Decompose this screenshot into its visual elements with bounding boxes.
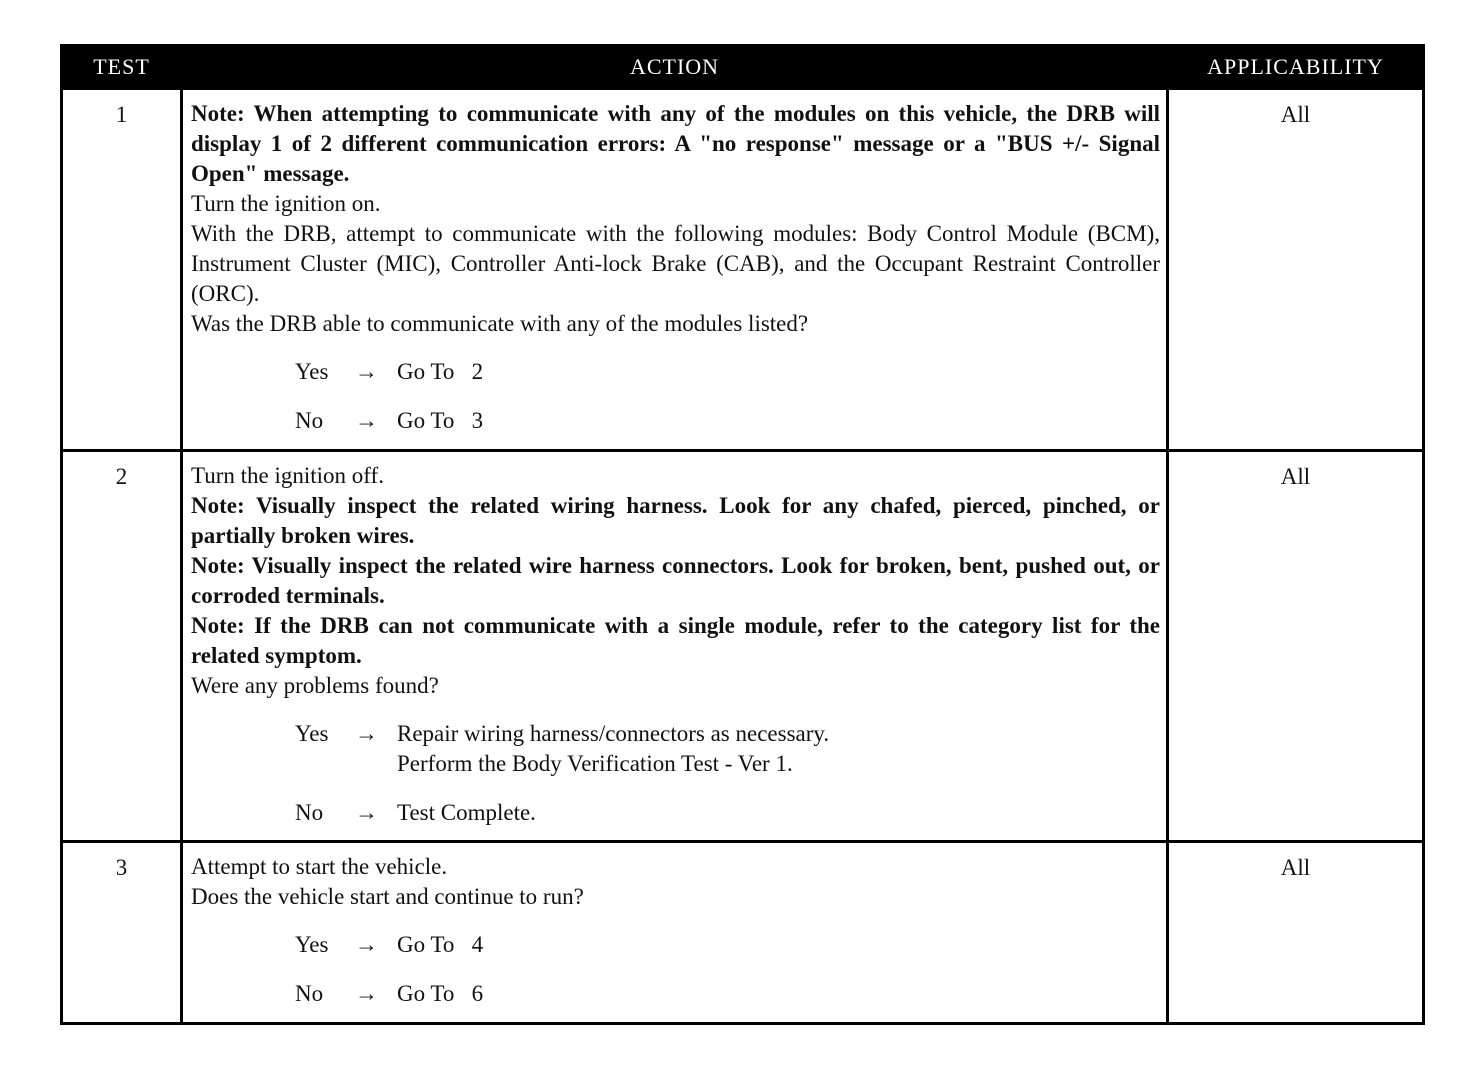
test-number: 2	[62, 451, 182, 842]
choice-no	[295, 979, 1160, 1009]
arrow-icon: →	[355, 721, 378, 746]
result-text	[397, 719, 1160, 779]
action-cell	[182, 842, 1168, 1024]
choice-no	[295, 406, 1160, 436]
result-text: Go To 2	[397, 359, 484, 384]
diagnostic-test-table	[60, 44, 1425, 1025]
result-text: Go To 4	[397, 932, 484, 957]
answer-label: Yes	[295, 721, 329, 746]
question-text: Was the DRB able to communicate with any of the modules listed?	[191, 311, 809, 336]
action-cell	[182, 89, 1168, 451]
table-row	[62, 842, 1424, 1024]
arrow-icon: →	[355, 981, 378, 1006]
test-number: 3	[62, 842, 182, 1024]
arrow-icon: →	[355, 800, 378, 825]
answer-label: Yes	[295, 932, 329, 957]
result-text: Go To 3	[397, 408, 484, 433]
applicability-value: All	[1168, 842, 1424, 1024]
step-text: Turn the ignition off.	[191, 463, 384, 488]
step-text: Attempt to start the vehicle.	[191, 854, 448, 879]
action-cell	[182, 451, 1168, 842]
step-text: Turn the ignition on.	[191, 191, 381, 216]
applicability-value: All	[1168, 89, 1424, 451]
header-test: TEST	[62, 46, 182, 89]
note-text: Note: If the DRB can not communicate with a single module, refer to the category list for the related symptom.	[191, 613, 1160, 668]
question-text: Were any problems found?	[191, 673, 439, 698]
note-text: Note: When attempting to communicate with any of the modules on this vehicle, the DRB will display 1 of 2 different communication errors: A "no response" message or a "BUS +/- Signal Open" message.	[191, 101, 1160, 186]
question-text: Does the vehicle start and continue to run?	[191, 884, 584, 909]
test-number: 1	[62, 89, 182, 451]
header-applicability: APPLICABILITY	[1168, 46, 1424, 89]
arrow-icon: →	[355, 932, 378, 957]
answer-label: No	[295, 981, 324, 1006]
arrow-icon: →	[355, 359, 378, 384]
step-text: With the DRB, attempt to communicate with the following modules: Body Control Module (BCM), Instrument Cluster (MIC), Controller Anti-lock Brake (CAB), and the Occupant Restraint Controller (ORC).	[191, 221, 1160, 306]
choice-yes	[295, 357, 1160, 387]
choice-yes	[295, 930, 1160, 960]
result-line: Repair wiring harness/connectors as necessary.	[397, 721, 830, 746]
note-text: Note: Visually inspect the related wiring harness. Look for any chafed, pierced, pinched, or partially broken wires.	[191, 493, 1160, 548]
header-action: ACTION	[182, 46, 1168, 89]
result-line: Perform the Body Verification Test - Ver 1.	[397, 751, 793, 776]
answer-label: Yes	[295, 359, 329, 384]
table-row	[62, 89, 1424, 451]
choice-yes	[295, 719, 1160, 779]
table-row	[62, 451, 1424, 842]
header-row	[62, 46, 1424, 89]
result-text: Go To 6	[397, 981, 484, 1006]
applicability-value: All	[1168, 451, 1424, 842]
result-text: Test Complete.	[397, 800, 536, 825]
choice-no	[295, 798, 1160, 828]
arrow-icon: →	[355, 408, 378, 433]
answer-label: No	[295, 408, 324, 433]
answer-label: No	[295, 800, 324, 825]
note-text: Note: Visually inspect the related wire harness connectors. Look for broken, bent, pushed out, or corroded terminals.	[191, 553, 1160, 608]
